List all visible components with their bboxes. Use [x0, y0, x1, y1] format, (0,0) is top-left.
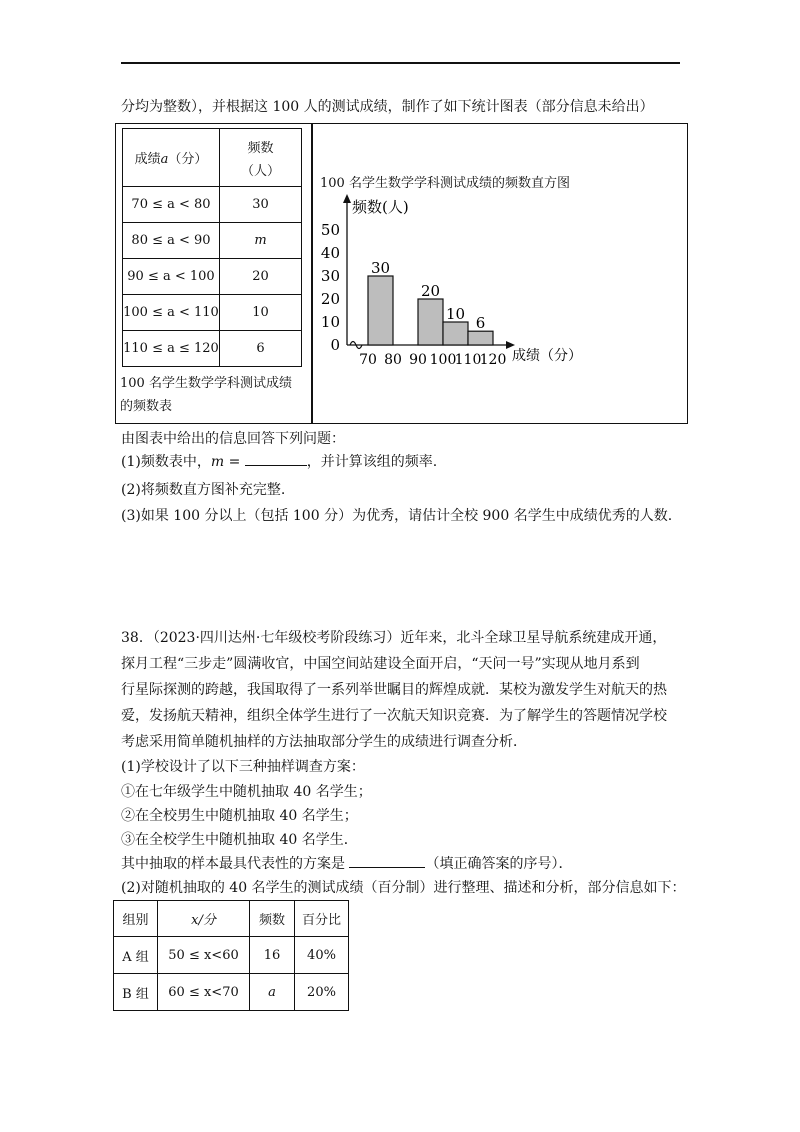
- page-top-rule: [121, 62, 680, 64]
- bar-value-label: 30: [370, 259, 391, 277]
- x-tick-label: 100: [429, 352, 457, 368]
- problem38-line3: 行星际探测的跨越，我国取得了一系列举世瞩目的辉煌成就．某校为激发学生对航天的热: [121, 682, 667, 698]
- table-row: 100 ≤ a < 110 10: [123, 295, 302, 331]
- bar-value-label: 20: [420, 282, 441, 300]
- group-table: [113, 900, 349, 1011]
- answer-blank[interactable]: [349, 867, 425, 868]
- table-caption-2: 的频数表: [120, 399, 173, 414]
- y-tick-label: 40: [320, 244, 340, 262]
- problem38-line2: 探月工程“三步走”圆满收官，中国空间站建设全面开启，“天问一号”实现从地月系到: [121, 656, 640, 672]
- x-tick-labels: [359, 352, 506, 368]
- header-count: 频数 （人）: [220, 129, 302, 187]
- x-tick-label: 120: [479, 352, 507, 368]
- problem38-line4: 爱，发扬航天精神，组织全体学生进行了一次航天知识竞赛．为了解学生的答题情况学校: [121, 708, 667, 724]
- problem38-option1: ①在七年级学生中随机抽取 40 名学生；: [121, 784, 372, 800]
- frequency-table: [122, 128, 302, 367]
- group-table-header: 组别 x/分 频数 百分比: [114, 901, 349, 937]
- frequency-table-header: [123, 129, 302, 187]
- y-tick-label: 50: [320, 221, 340, 239]
- question-3: (3)如果 100 分以上（包括 100 分）为优秀，请估计全校 900 名学生中成绩优秀的人数.: [121, 508, 673, 524]
- problem38-line1: 38．（2023·四川达州·七年级校考阶段练习）近年来，北斗全球卫星导航系统建成开通，: [121, 630, 667, 646]
- y-axis-arrow: [343, 194, 351, 203]
- table-row: 110 ≤ a ≤ 120 6: [123, 331, 302, 367]
- y-tick-labels: [321, 221, 340, 354]
- questions-lead: 由图表中给出的信息回答下列问题：: [121, 431, 345, 447]
- y-axis-label: 频数(人): [352, 198, 409, 216]
- x-axis-label: 成绩（分）: [512, 348, 582, 364]
- problem38-part1: (1)学校设计了以下三种抽样调查方案：: [121, 759, 365, 775]
- table-row: 70 ≤ a < 80 30: [123, 187, 302, 223]
- header-score: 成绩a（分）: [123, 129, 220, 187]
- histogram-bar: [443, 322, 468, 345]
- bar-value-label: 6: [475, 314, 486, 333]
- answer-blank[interactable]: [245, 465, 307, 466]
- problem38-part2: (2)对随机抽取的 40 名学生的测试成绩（百分制）进行整理、描述和分析，部分信息如下：: [121, 880, 686, 896]
- problem38-line5: 考虑采用简单随机抽样的方法抽取部分学生的成绩进行调查分析．: [121, 734, 527, 750]
- y-tick-label: 0: [330, 336, 340, 354]
- x-tick-label: 110: [454, 352, 482, 368]
- y-tick-label: 30: [320, 267, 340, 285]
- x-tick-label: 80: [384, 352, 402, 368]
- problem38-option3: ③在全校学生中随机抽取 40 名学生．: [121, 832, 358, 848]
- chart-title: 100 名学生数学学科测试成绩的频数直方图: [320, 176, 570, 191]
- histogram-bars: [368, 259, 493, 345]
- table-row: 80 ≤ a < 90 m: [123, 223, 302, 259]
- histogram-bar: [418, 299, 443, 345]
- question-2: (2)将频数直方图补充完整.: [121, 482, 286, 498]
- y-tick-label: 20: [320, 290, 340, 308]
- bar-value-label: 10: [445, 305, 466, 323]
- histogram-chart: [312, 190, 687, 370]
- problem38-option2: ②在全校男生中随机抽取 40 名学生；: [121, 808, 358, 824]
- x-tick-label: 90: [409, 352, 427, 368]
- question-1: (1)频数表中，m = ，并计算该组的频率.: [121, 454, 438, 470]
- histogram-bar: [368, 276, 393, 345]
- table-row: A 组 50 ≤ x<60 16 40%: [114, 937, 349, 974]
- table-row: B 组 60 ≤ x<70 a 20%: [114, 974, 349, 1011]
- table-row: 90 ≤ a < 100 20: [123, 259, 302, 295]
- x-tick-label: 70: [359, 352, 377, 368]
- problem38-question: 其中抽取的样本最具代表性的方案是 （填正确答案的序号）．: [121, 856, 573, 872]
- intro-line: 分均为整数），并根据这 100 人的测试成绩，制作了如下统计图表（部分信息未给出）: [121, 99, 654, 115]
- table-caption-1: 100 名学生数学学科测试成绩: [120, 376, 292, 391]
- histogram-bar: [468, 331, 493, 345]
- y-tick-label: 10: [320, 313, 340, 331]
